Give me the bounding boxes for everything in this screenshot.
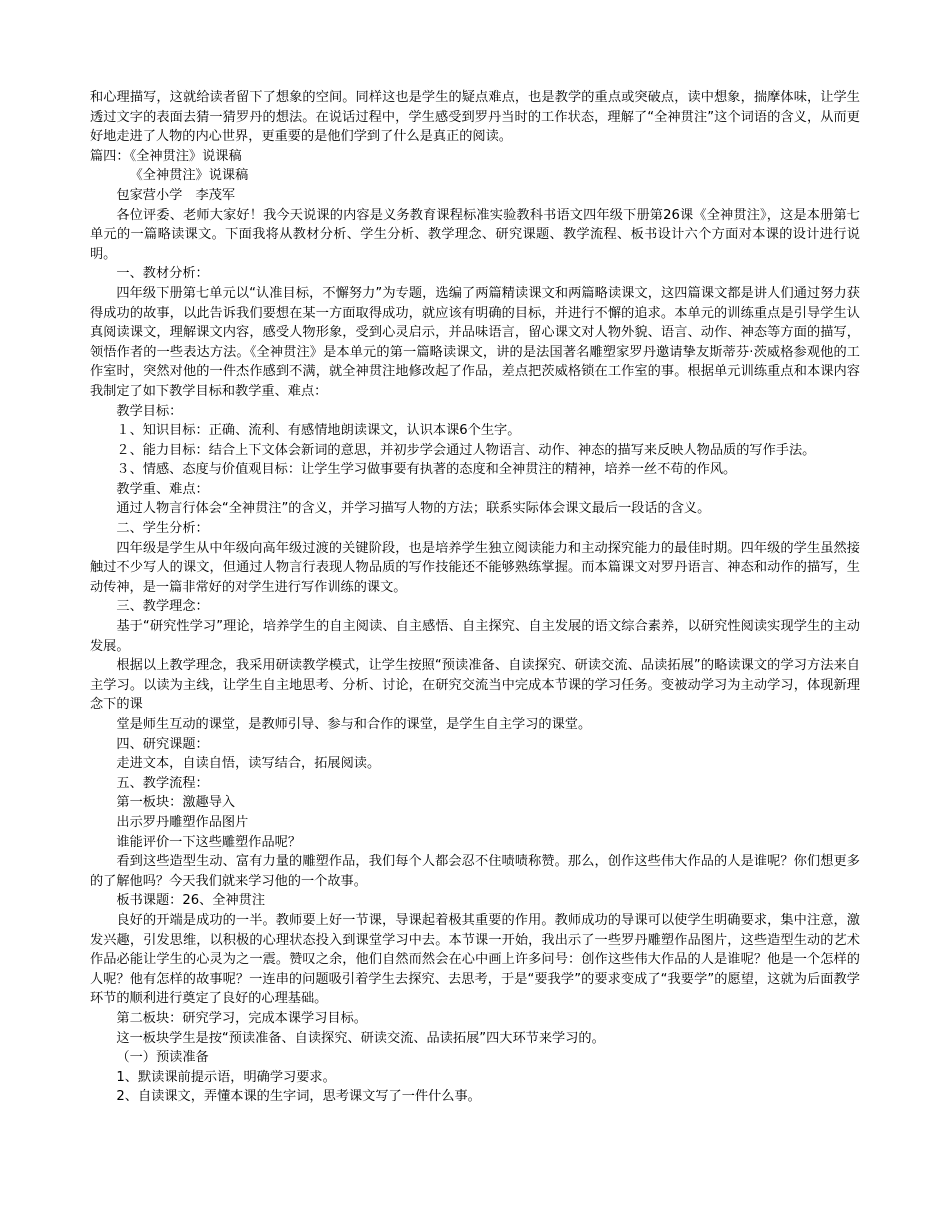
subheading: 四、研究课题：	[116, 736, 209, 752]
paragraph: 根据以上教学理念，我采用研读教学模式，让学生按照“预读准备、自读探究、研读交流、品读拓展”的略读课文的学习方法来自主学习。以读为主线，让学生自主地思考、分析、讨论，在研究交流当中完成本节课的学习任务。变被动学习为主动学习，体现新理念下的课	[90, 658, 860, 713]
subheading: 第一板块：激趣导入	[116, 795, 236, 811]
paragraph: 四年级下册第七单元以“认准目标，不懈努力”为专题，选编了两篇精读课文和两篇略读课文，这四篇课文都是讲人们通过努力获得成功的故事，以此告诉我们要想在某一方面取得成功，就应该有明确的目标，并进行不懈的追求。本单元的训练重点是引导学生认真阅读课文，理解课文内容，感受人物形象，受到心灵启示，并品味语言，留心课文对人物外貌、语言、动作、神态等方面的描写，领悟作者的一些表达方法。《全神贯注》是本单元的第一篇略读课文，讲的是法国著名雕塑家罗丹邀请挚友斯蒂芬·茨威格参观他的工作室时，突然对他的一件杰作感到不满，就全神贯注地修改起了作品，差点把茨威格锁在工作室的事。根据单元训练重点和本课内容我制定了如下教学目标和教学重、难点：	[90, 285, 860, 399]
paragraph: 看到这些造型生动、富有力量的雕塑作品，我们每个人都会忍不住啧啧称赞。那么，创作这些伟大作品的人是谁呢？你们想更多的了解他吗？今天我们就来学习他的一个故事。	[90, 854, 860, 889]
paragraph: 谁能评价一下这些雕塑作品呢？	[116, 834, 302, 850]
paragraph: 这一板块学生是按“预读准备、自读探究、研读交流、品读拓展”四大环节来学习的。	[116, 1030, 605, 1046]
section-heading: 篇四：《全神贯注》说课稿	[90, 148, 242, 164]
document-title: 《全神贯注》说课稿	[129, 168, 249, 184]
subheading: 三、教学理念：	[116, 599, 209, 615]
paragraph: 堂是师生互动的课堂，是教师引导、参与和合作的课堂，是学生自主学习的课堂。	[116, 717, 592, 732]
paragraph: 基于“研究性学习”理论，培养学生的自主阅读、自主感悟、自主探究、自主发展的语文综合素养，以研究性阅读实现学生的主动发展。	[90, 619, 860, 654]
paragraph: 板书课题：26、全神贯注	[116, 893, 266, 909]
author-line: 包家营小学 李茂军	[116, 187, 236, 203]
subheading: 一、教材分析：	[116, 266, 209, 282]
paragraph: 良好的开端是成功的一半。教师要上好一节课，导课起着极其重要的作用。教师成功的导课可以使学生明确要求，集中注意，激发兴趣，引发思维，以积极的心理状态投入到课堂学习中去。本节课一开始，我出示了一些罗丹雕塑作品图片，这些造型生动的艺术作品必能让学生的心灵为之一震。赞叹之余，他们自然而然会在心中画上许多问号：创作这些伟大作品的人是谁呢？他是一个怎样的人呢？他有怎样的故事呢？一连串的问题吸引着学生去探究、去思考，于是“要我学”的要求变成了“我要学”的愿望，这就为后面教学环节的顺利进行奠定了良好的心理基础。	[90, 912, 860, 1007]
paragraph-intro: 和心理描写，这就给读者留下了想象的空间。同样这也是学生的疑点难点，也是教学的重点或突破点，读中想象，揣摩体味，让学生透过文字的表面去猜一猜罗丹的想法。在说话过程中，学生感受到罗丹当时的工作状态，理解了“全神贯注”这个词语的含义，从而更好地走进了人物的内心世界，更重要的是他们学到了什么是真正的阅读。	[90, 90, 860, 145]
subheading: （一）预读准备	[116, 1050, 209, 1066]
list-item: ２、能力目标：结合上下文体会新词的意思，并初步学会通过人物语言、动作、神态的描写来反映人物品质的写作手法。	[116, 442, 816, 458]
list-item: 1、默读课前提示语，明确学习要求。	[116, 1069, 336, 1085]
subheading: 教学目标：	[116, 403, 183, 419]
list-item: １、知识目标：正确、流利、有感情地朗读课文，认识本课6个生字。	[116, 423, 521, 439]
paragraph: 各位评委、老师大家好！我今天说课的内容是义务教育课程标准实验教科书语文四年级下册第26课《全神贯注》，这是本册第七单元的一篇略读课文。下面我将从教材分析、学生分析、教学理念、研究课题、教学流程、板书设计六个方面对本课的设计进行说明。	[90, 207, 860, 262]
list-item: 2、自读课文，弄懂本课的生字词，思考课文写了一件什么事。	[116, 1089, 481, 1105]
paragraph: 四年级是学生从中年级向高年级过渡的关键阶段，也是培养学生独立阅读能力和主动探究能力的最佳时期。四年级的学生虽然接触过不少写人的课文，但通过人物言行表现人物品质的写作技能还不能够熟练掌握。而本篇课文对罗丹语言、神态和动作的描写，生动传神，是一篇非常好的对学生进行写作训练的课文。	[90, 540, 860, 595]
subheading: 第二板块：研究学习，完成本课学习目标。	[116, 1010, 367, 1026]
subheading: 二、学生分析：	[116, 521, 209, 537]
subheading: 教学重、难点：	[116, 481, 209, 497]
paragraph: 出示罗丹雕塑作品图片	[116, 814, 249, 830]
list-item: ３、情感、态度与价值观目标：让学生学习做事要有执著的态度和全神贯注的精神，培养一丝不苟的作风。	[116, 462, 737, 478]
subheading: 五、教学流程：	[116, 775, 209, 791]
paragraph: 通过人物言行体会“全神贯注”的含义，并学习描写人物的方法；联系实际体会课文最后一段话的含义。	[116, 501, 711, 517]
paragraph: 走进文本，自读自悟，读写结合，拓展阅读。	[116, 756, 381, 772]
